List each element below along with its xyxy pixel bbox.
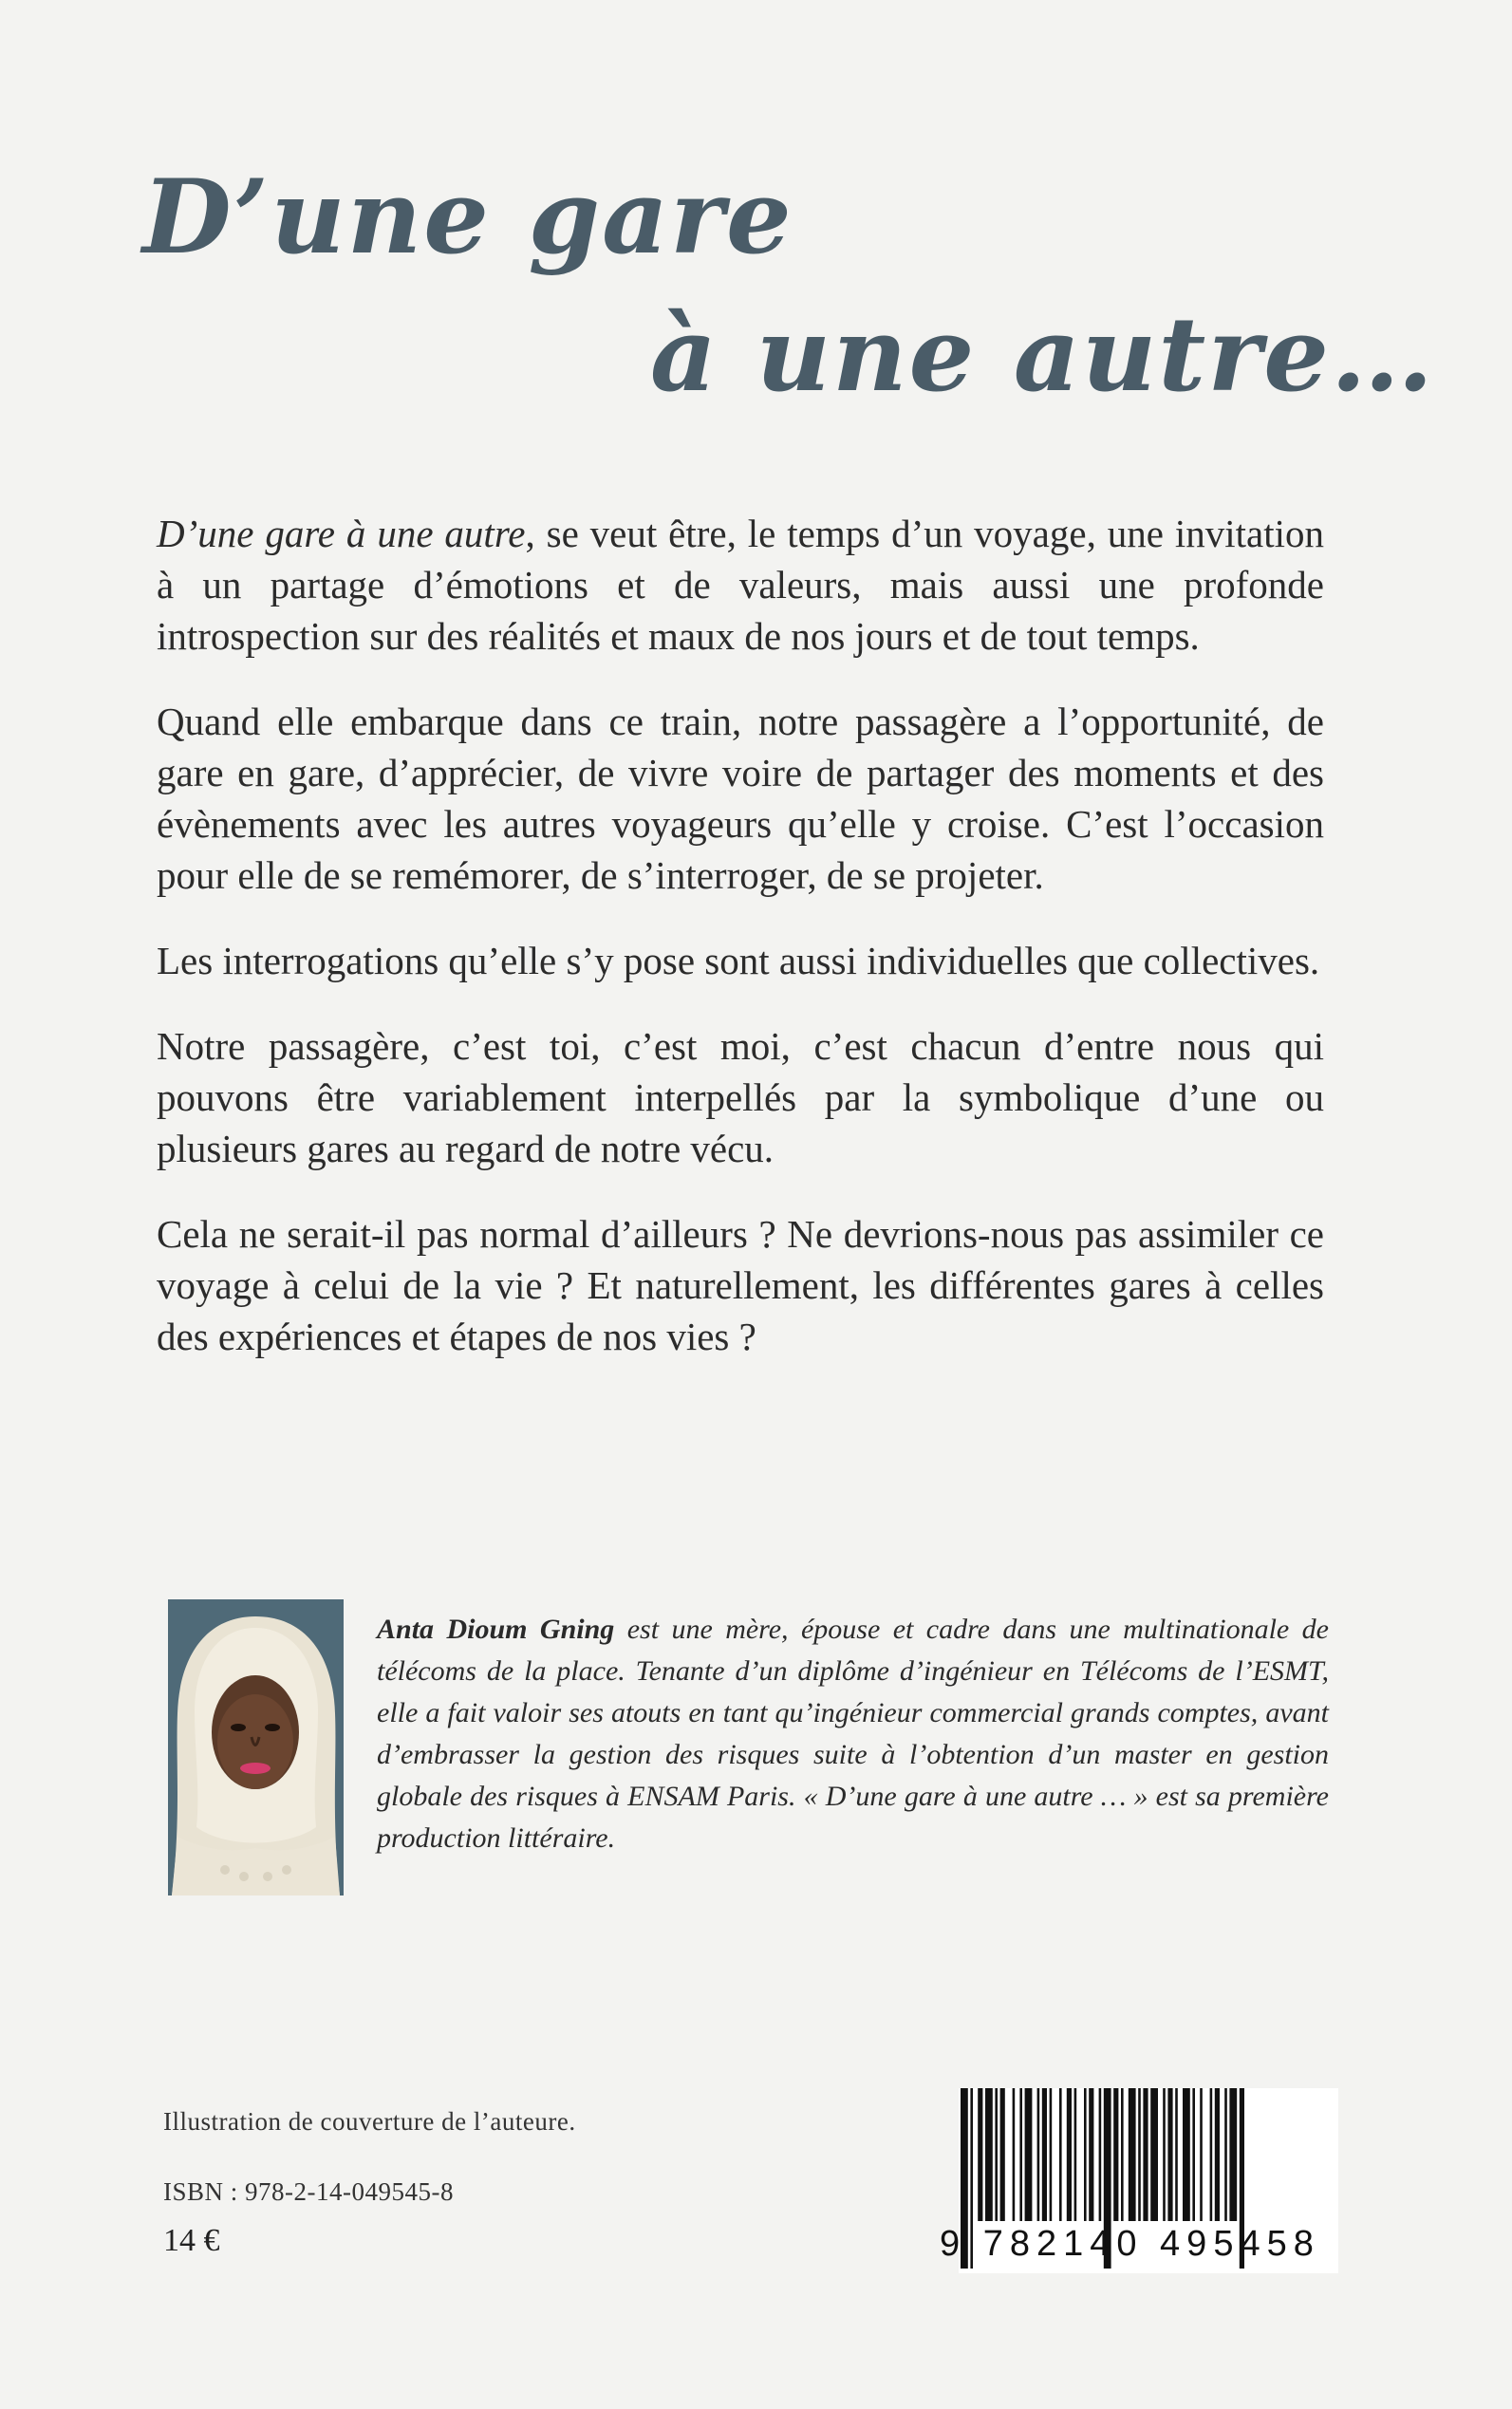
barcode-bar bbox=[1163, 2088, 1166, 2221]
barcode-bar bbox=[1215, 2088, 1220, 2221]
barcode-bar bbox=[1229, 2088, 1237, 2221]
isbn: ISBN : 978-2-14-049545-8 bbox=[163, 2177, 454, 2206]
barcode-bar bbox=[1000, 2088, 1005, 2221]
barcode-bar bbox=[1183, 2088, 1190, 2221]
barcode-bar bbox=[1121, 2088, 1124, 2221]
barcode-bar bbox=[1224, 2088, 1227, 2221]
barcode-bar bbox=[1175, 2088, 1178, 2221]
author-name: Anta Dioum Gning bbox=[377, 1614, 615, 1645]
barcode-bar bbox=[985, 2088, 993, 2221]
barcode-bar bbox=[1025, 2088, 1033, 2221]
author-bio bbox=[377, 1609, 1329, 1859]
title-line-2: à une autre… bbox=[650, 295, 1435, 415]
synopsis-paragraph-5: Cela ne serait-il pas normal d’ailleurs ? Ne devrions-nous pas assimiler ce voyage à celui de la vie ? Et naturellement, les différentes gares à celles des expériences et étapes de nos vies ? bbox=[157, 1212, 1324, 1358]
barcode-bar bbox=[1143, 2088, 1148, 2221]
barcode-bar bbox=[1099, 2088, 1102, 2221]
barcode-bar bbox=[1167, 2088, 1172, 2221]
synopsis-paragraph-1-text: , se veut être, le temps d’un voyage, une invitation à un partage d’émotions et de valeurs, mais aussi une profonde introspection sur des réalités et maux de nos jours et de tout temps. bbox=[157, 512, 1324, 658]
barcode-bar bbox=[1138, 2088, 1141, 2221]
author-bio-text: est une mère, épouse et cadre dans une multinationale de télécoms de la place. Tenante d’un diplôme d’ingénieur en Télécoms de l’ESMT, elle a fait valoir ses atouts en tant qu’ingénieur commercial grands comptes, avant d’embrasser la gestion des risques suite à l’obtention d’un master en gestion globale des risques à ENSAM Paris. « D’une gare à une autre … » est sa première production littéraire. bbox=[377, 1614, 1329, 1854]
barcode-bar bbox=[1050, 2088, 1053, 2221]
barcode-bar bbox=[1089, 2088, 1093, 2221]
barcode-bar bbox=[1129, 2088, 1136, 2221]
barcode-bar bbox=[1210, 2088, 1213, 2221]
barcode-bar bbox=[1113, 2088, 1118, 2221]
barcode-bar bbox=[1084, 2088, 1087, 2221]
barcode-bar bbox=[978, 2088, 982, 2221]
barcode-bar bbox=[1019, 2088, 1022, 2221]
title-line-1: D’une gare bbox=[142, 158, 793, 277]
synopsis-paragraph-4: Notre passagère, c’est toi, c’est moi, c’est chacun d’entre nous qui pouvons être variablement interpellés par la symbolique d’une ou plusieurs gares au regard de notre vécu. bbox=[157, 1024, 1324, 1170]
barcode-bar bbox=[1200, 2088, 1203, 2221]
barcode-bar bbox=[1150, 2088, 1158, 2221]
barcode-bar bbox=[1067, 2088, 1072, 2221]
barcode-bar bbox=[1059, 2088, 1062, 2221]
barcode-digits: 9 782140 495458 bbox=[940, 2224, 1320, 2264]
barcode-bar bbox=[1074, 2088, 1077, 2221]
synopsis-paragraph-3: Les interrogations qu’elle s’y pose sont aussi individuelles que collectives. bbox=[157, 939, 1320, 982]
cover-credit: Illustration de couverture de l’auteure. bbox=[163, 2107, 576, 2136]
barcode-bar bbox=[995, 2088, 998, 2221]
synopsis bbox=[157, 508, 1324, 1396]
barcode-bar bbox=[1037, 2088, 1040, 2221]
barcode-bar bbox=[1013, 2088, 1016, 2221]
barcode-bar bbox=[1192, 2088, 1195, 2221]
author-portrait-icon bbox=[168, 1599, 344, 1895]
price: 14 € bbox=[163, 2223, 220, 2258]
synopsis-paragraph-1 bbox=[157, 508, 1324, 662]
synopsis-paragraph-2: Quand elle embarque dans ce train, notre passagère a l’opportunité, de gare en gare, d’apprécier, de vivre voire de partager des moments et des évènements avec les autres voyageurs qu’elle y croise. C’est l’occasion pour elle de se remémorer, de s’interroger, de se projeter. bbox=[157, 700, 1324, 897]
barcode-bar bbox=[1042, 2088, 1047, 2221]
synopsis-title-italic: D’une gare à une autre bbox=[157, 512, 526, 555]
